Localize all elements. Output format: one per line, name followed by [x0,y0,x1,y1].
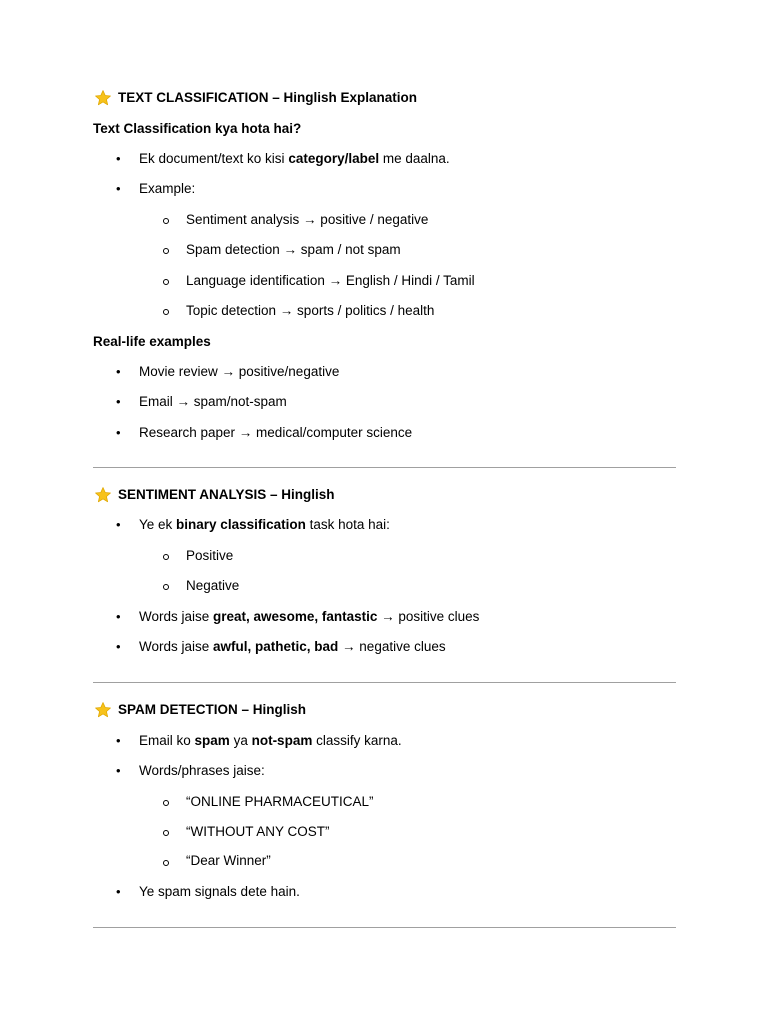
star-icon [94,486,112,504]
bullet-dot: • [116,763,121,778]
sub-list-item: Language identification → English / Hindi / Tamil [186,273,475,288]
circle-bullet [163,830,169,836]
sub-list-item: “WITHOUT ANY COST” [186,824,330,839]
sub-list-item: Topic detection → sports / politics / health [186,303,435,318]
list-item: Research paper → medical/computer science [139,425,413,440]
bullet-dot: • [116,609,121,624]
sub-list-item: “ONLINE PHARMACEUTICAL” [186,794,374,809]
bullet-dot: • [116,517,121,532]
bullet-dot: • [116,181,121,196]
bullet-dot: • [116,639,121,654]
list-item: Email → spam/not-spam [139,394,287,409]
star-icon [94,89,112,107]
circle-bullet [163,554,169,560]
bullet-dot: • [116,884,121,899]
bullet-dot: • [116,425,121,440]
circle-bullet [163,248,169,254]
bullet-dot: • [116,364,121,379]
section-title-text-classification: TEXT CLASSIFICATION – Hinglish Explanation [118,90,418,105]
circle-bullet [163,218,169,224]
sub-list-item: “Dear Winner” [186,853,271,868]
list-item: Ek document/text ko kisi category/label me daalna. [139,151,450,166]
bullet-dot: • [116,151,121,166]
list-item: Example: [139,181,196,196]
star-icon [94,701,112,719]
section-title-spam-detection: SPAM DETECTION – Hinglish [118,702,307,717]
circle-bullet [163,309,169,315]
sub-list-item: Negative [186,578,240,593]
list-item: Movie review → positive/negative [139,364,340,379]
circle-bullet [163,584,169,590]
subheading-what-is: Text Classification kya hota hai? [93,121,302,136]
list-item: Words jaise great, awesome, fantastic → positive clues [139,609,480,624]
circle-bullet [163,800,169,806]
list-item: Ye spam signals dete hain. [139,884,300,899]
subheading-real-life: Real-life examples [93,334,211,349]
list-item: Ye ek binary classification task hota hai: [139,517,390,532]
sub-list-item: Sentiment analysis → positive / negative [186,212,429,227]
bullet-dot: • [116,733,121,748]
sub-list-item: Spam detection → spam / not spam [186,242,401,257]
section-title-sentiment-analysis: SENTIMENT ANALYSIS – Hinglish [118,487,335,502]
bullet-dot: • [116,394,121,409]
horizontal-rule [93,682,676,683]
list-item: Words jaise awful, pathetic, bad → negative clues [139,639,446,654]
list-item: Words/phrases jaise: [139,763,265,778]
horizontal-rule [93,927,676,928]
sub-list-item: Positive [186,548,234,563]
circle-bullet [163,279,169,285]
list-item: Email ko spam ya not-spam classify karna. [139,733,402,748]
circle-bullet [163,860,169,866]
horizontal-rule [93,467,676,468]
